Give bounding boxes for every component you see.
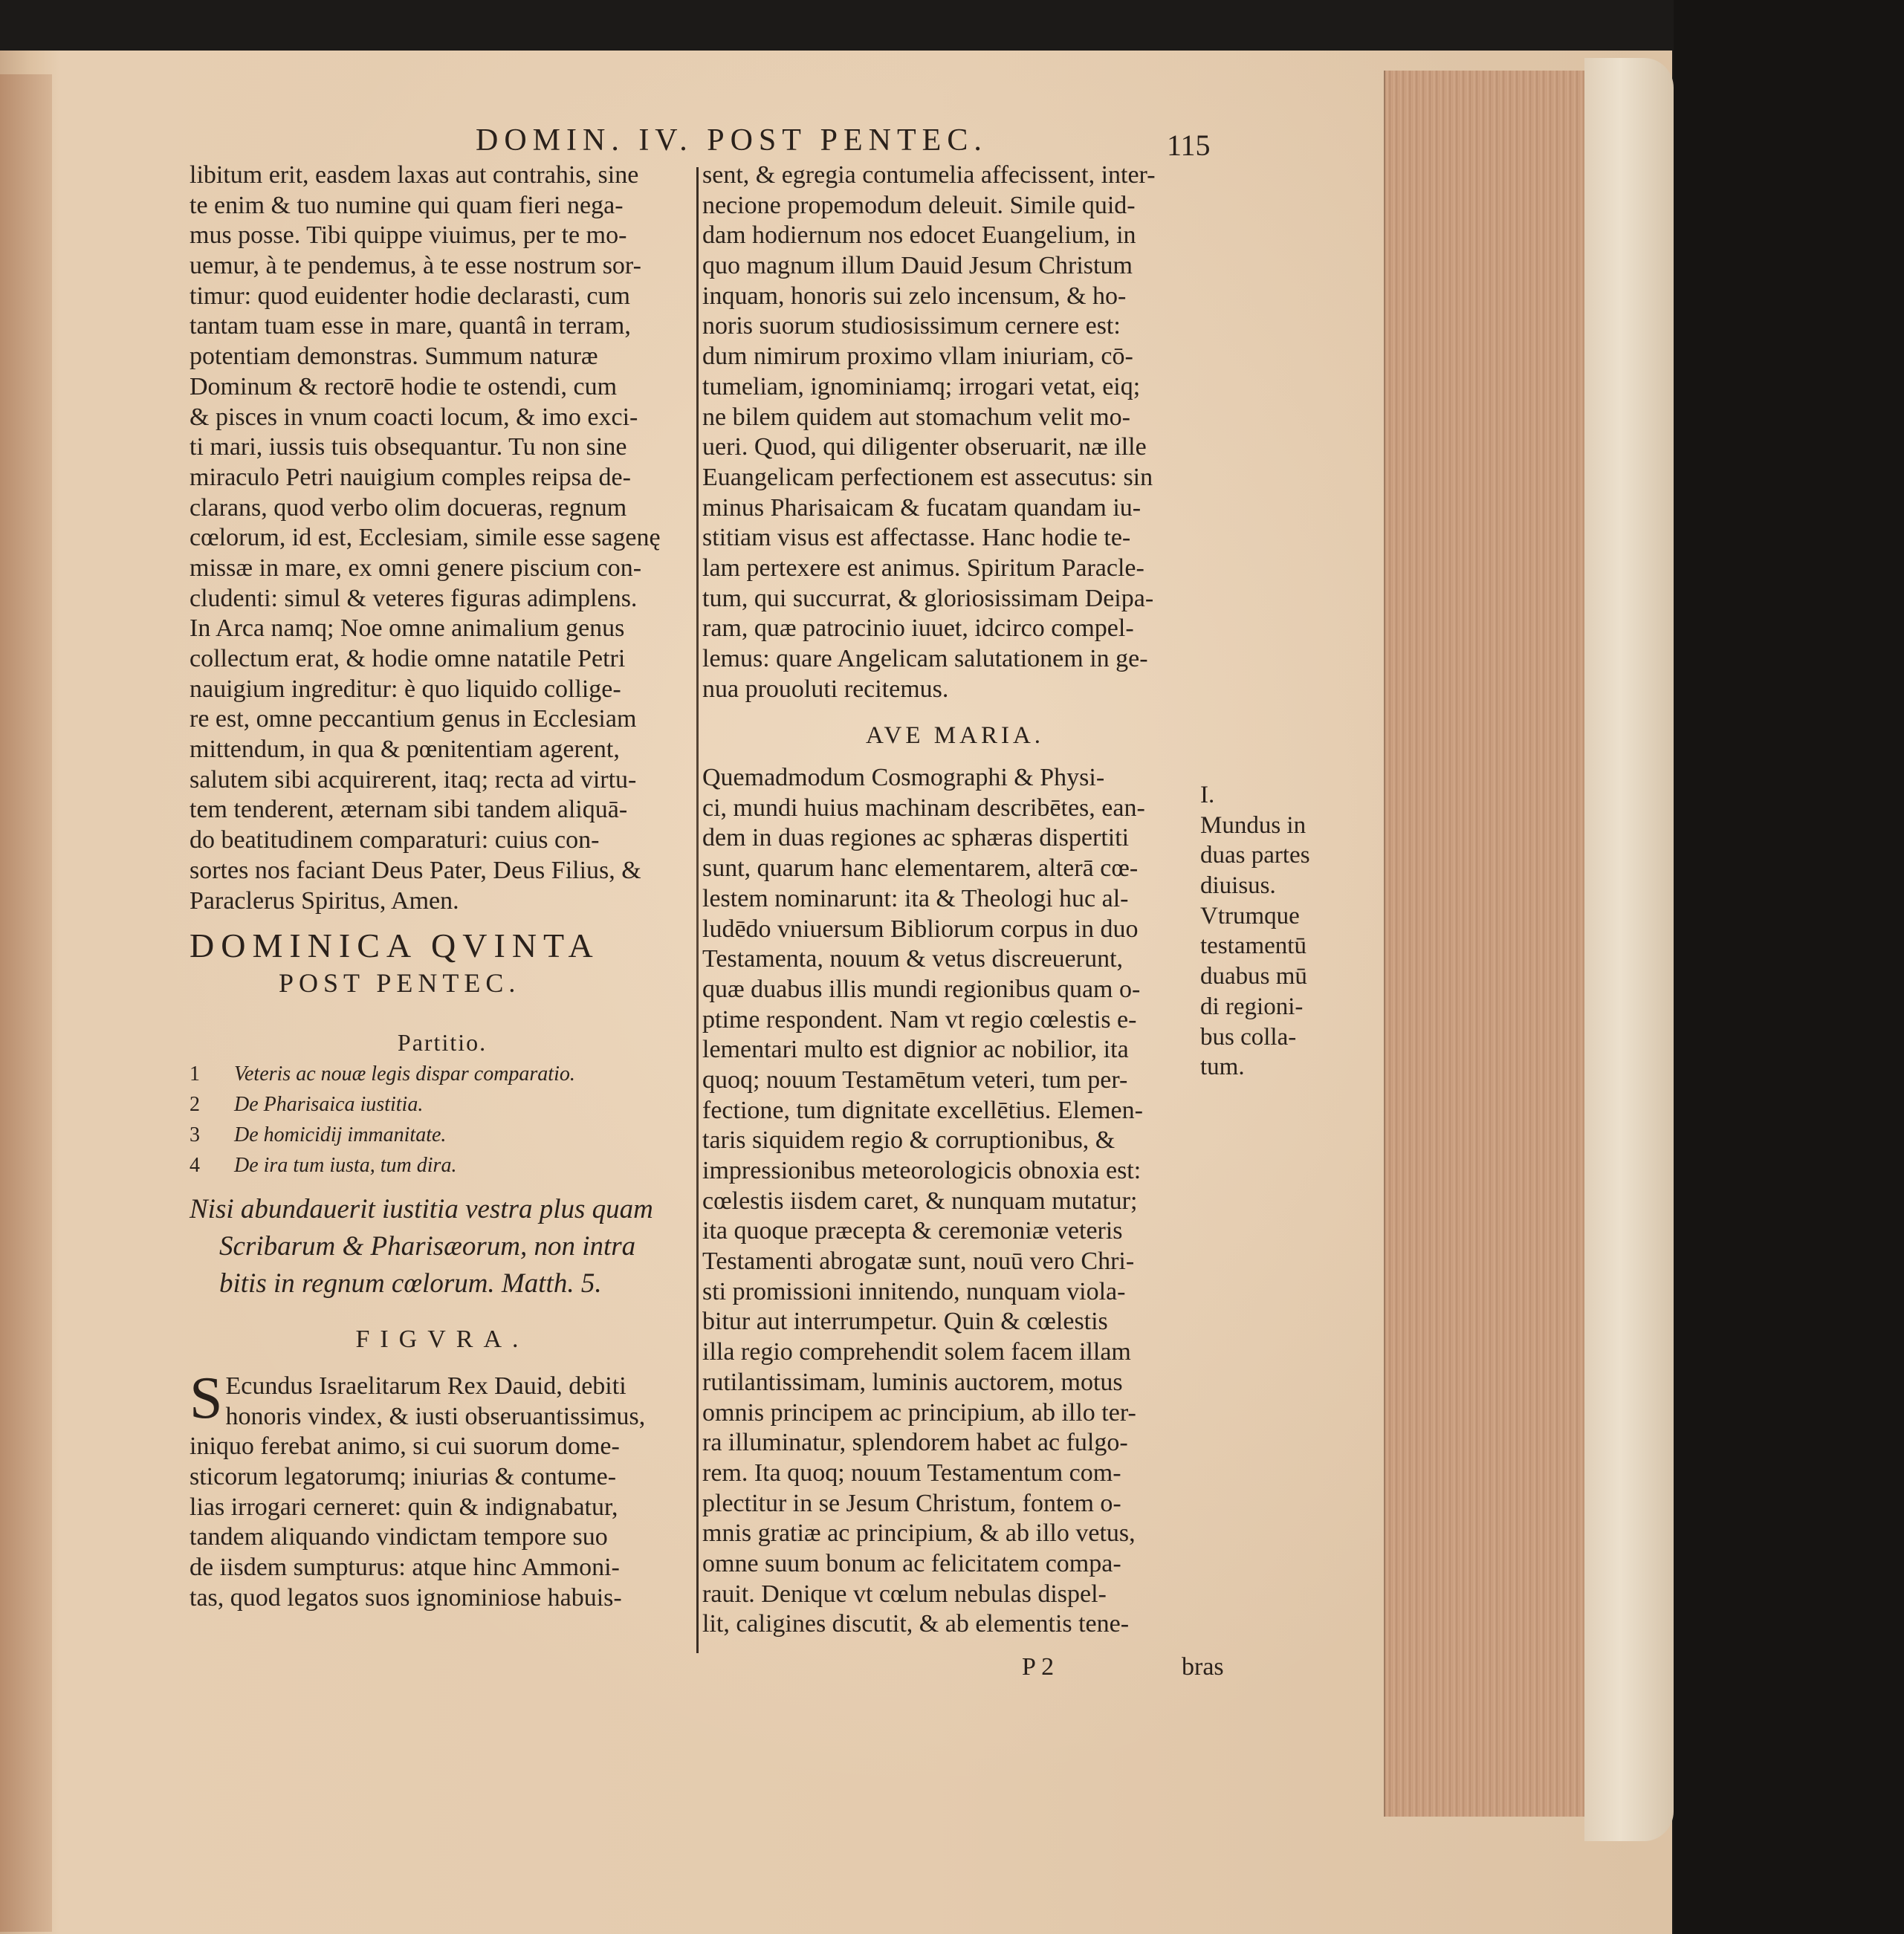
partitio-text: De Pharisaica iustitia. xyxy=(234,1093,424,1117)
text-line: Quemadmodum Cosmographi & Physi- xyxy=(702,764,1105,792)
section-subheading: POST PENTEC. xyxy=(279,968,521,999)
text-line: mus posse. Tibi quippe viuimus, per te mo- xyxy=(190,221,627,250)
figura-text xyxy=(190,1365,695,1614)
text-line: quo magnum illum Dauid Jesum Christum xyxy=(702,252,1133,280)
text-line: lias irrogari cerneret: quin & indignabatur, xyxy=(190,1493,618,1521)
partitio-item xyxy=(190,1089,695,1120)
text-line: collectum erat, & hodie omne natatile Petri xyxy=(190,645,626,672)
text-line: ptime respondent. Nam vt regio cœlestis e- xyxy=(702,1005,1137,1033)
text-line: inquam, honoris sui zelo incensum, & ho- xyxy=(702,282,1127,310)
text-line: dem in duas regiones ac sphæras dispertiti xyxy=(702,824,1130,852)
text-line: bitur aut interrumpetur. Quin & cœlestis xyxy=(702,1308,1108,1336)
text-line: tas, quod legatos suos ignominiose habuis- xyxy=(190,1583,622,1612)
text-line: libitum erit, easdem laxas aut contrahis, sine xyxy=(190,161,639,189)
marginal-note-line: duas partes xyxy=(1200,842,1310,869)
text-line: ti mari, iussis tuis obsequantur. Tu non sine xyxy=(190,433,627,461)
figura-paragraph xyxy=(190,1365,695,1614)
text-line: lementari multo est dignior ac nobilior, ita xyxy=(702,1036,1129,1064)
text-line: ueri. Quod, qui diligenter obseruarit, næ ille xyxy=(702,433,1147,461)
text-line: sti promissioni innitendo, nunquam viola- xyxy=(702,1277,1126,1305)
partitio-text: De ira tum iusta, tum dira. xyxy=(234,1154,457,1178)
background-dark xyxy=(1674,0,1904,1934)
text-line: do beatitudinem comparaturi: cuius con- xyxy=(190,826,600,854)
text-line: rutilantissimam, luminis auctorem, motus xyxy=(702,1368,1123,1396)
left-column-text xyxy=(190,160,695,916)
quote-line: Nisi abundauerit iustitia vestra plus quam xyxy=(190,1194,653,1225)
marginal-note-line: tum. xyxy=(1200,1054,1245,1081)
partitio-number: 3 xyxy=(190,1123,200,1147)
text-line: honoris vindex, & iusti obseruantissimus, xyxy=(225,1402,646,1430)
text-line: clarans, quod verbo olim docueras, regnum xyxy=(190,493,627,522)
text-line: mnis gratiæ ac principium, & ab illo vetus, xyxy=(702,1519,1136,1548)
partitio-text: Veteris ac nouæ legis dispar comparatio. xyxy=(234,1062,575,1086)
partitio-item xyxy=(190,1059,695,1089)
text-line: potentiam demonstras. Summum naturæ xyxy=(190,343,598,371)
marginal-note-line: bus colla- xyxy=(1200,1023,1297,1051)
quote-line: Scribarum & Pharisæorum, non intra xyxy=(219,1231,636,1262)
marginal-note-line: Vtrumque xyxy=(1200,902,1300,929)
text-line: cœlorum, id est, Ecclesiam, simile esse sagenę xyxy=(190,524,661,552)
text-line: ra illuminatur, splendorem habet ac fulgo- xyxy=(702,1429,1128,1457)
section-heading: DOMINICA QVINTA xyxy=(190,927,600,965)
text-line: dam hodiernum nos edocet Euangelium, in xyxy=(702,221,1136,250)
text-line: stitiam visus est affectasse. Hanc hodie te- xyxy=(702,524,1131,552)
signature-mark: P 2 xyxy=(1022,1653,1055,1681)
cosmographi-paragraph xyxy=(702,763,1208,1640)
marginal-note-line: Mundus in xyxy=(1200,811,1306,839)
text-line: ludēdo vniuersum Bibliorum corpus in duo xyxy=(702,915,1139,943)
column-rule xyxy=(696,167,699,1653)
partitio-number: 2 xyxy=(190,1093,200,1117)
text-line: necione propemodum deleuit. Simile quid- xyxy=(702,191,1136,219)
marginal-note-line: I. xyxy=(1200,782,1215,808)
marginal-note xyxy=(1200,780,1310,1083)
partitio-number: 4 xyxy=(190,1154,200,1178)
catchword: bras xyxy=(1182,1653,1224,1681)
left-column xyxy=(190,160,695,1613)
text-line: noris suorum studiosissimum cernere est: xyxy=(702,312,1121,340)
text-line: tem tenderent, æternam sibi tandem aliquā- xyxy=(190,796,628,824)
text-line: lit, caligines discutit, & ab elementis tene- xyxy=(702,1610,1130,1638)
text-line: iniquo ferebat animo, si cui suorum dome- xyxy=(190,1432,620,1461)
partitio-item xyxy=(190,1150,695,1181)
text-line: mittendum, in qua & pœnitentiam agerent, xyxy=(190,736,620,764)
text-line: Dominum & rectorē hodie te ostendi, cum xyxy=(190,372,618,400)
text-line: quæ duabus illis mundi regionibus quam o- xyxy=(702,975,1141,1003)
text-line: Testamenti abrogatæ sunt, nouū vero Chri- xyxy=(702,1247,1135,1276)
text-line: ne bilem quidem aut stomachum velit mo- xyxy=(702,403,1130,431)
marginal-note-line: testamentū xyxy=(1200,932,1306,960)
text-line: Paraclerus Spiritus, Amen. xyxy=(190,886,459,915)
text-line: lestem nominarunt: ita & Theologi huc al- xyxy=(702,884,1129,912)
text-line: dum nimirum proximo vllam iniuriam, cō- xyxy=(702,343,1133,371)
marginal-note-line: diuisus. xyxy=(1200,872,1276,900)
text-line: tantam tuam esse in mare, quantâ in terram, xyxy=(190,312,631,340)
marginal-note-text xyxy=(1200,780,1310,1083)
text-line: omnis principem ac principium, ab illo ter- xyxy=(702,1398,1136,1427)
page-fore-edge xyxy=(1384,71,1586,1817)
text-line: uemur, à te pendemus, à te esse nostrum sor- xyxy=(190,252,641,280)
text-line: ita quoque præcepta & ceremoniæ veteris xyxy=(702,1217,1123,1245)
text-line: & pisces in vnum coacti locum, & imo exci- xyxy=(190,403,638,431)
text-line: lam pertexere est animus. Spiritum Paracle- xyxy=(702,554,1144,582)
scripture-quote xyxy=(190,1191,695,1302)
text-line: illa regio comprehendit solem facem illam xyxy=(702,1338,1131,1366)
folio-number: 115 xyxy=(1167,129,1211,162)
text-line: timur: quod euidenter hodie declarasti, cum xyxy=(190,282,630,310)
text-line: lemus: quare Angelicam salutationem in ge- xyxy=(702,645,1148,672)
text-line: te enim & tuo numine qui quam fieri nega- xyxy=(190,191,624,219)
text-line: Testamenta, nouum & vetus discreuerunt, xyxy=(702,945,1124,973)
text-line: tumeliam, ignominiamq; irrogari vetat, eiq; xyxy=(702,372,1141,400)
text-line: sticorum legatorumq; iniurias & contume- xyxy=(190,1462,617,1490)
drop-cap: S xyxy=(190,1365,223,1431)
text-line: de iisdem sumpturus: atque hinc Ammoni- xyxy=(190,1554,620,1582)
text-line: re est, omne peccantium genus in Ecclesiam xyxy=(190,705,637,733)
text-line: sunt, quarum hanc elementarem, alterā cœ- xyxy=(702,854,1139,883)
quote-line: bitis in regnum cœlorum. Matth. 5. xyxy=(219,1268,602,1299)
text-line: nauigium ingreditur: è quo liquido collige- xyxy=(190,675,621,703)
text-line: sortes nos faciant Deus Pater, Deus Filius, & xyxy=(190,856,641,884)
text-line: sent, & egregia contumelia affecissent, inter- xyxy=(702,161,1156,189)
partitio-list xyxy=(190,1059,695,1181)
text-line: Euangelicam perfectionem est assecutus: sin xyxy=(702,463,1153,491)
marginal-note-line: di regioni- xyxy=(1200,993,1304,1020)
right-column-text xyxy=(702,160,1208,704)
text-line: rauit. Denique vt cœlum nebulas dispel- xyxy=(702,1580,1107,1608)
partitio-heading: Partitio. xyxy=(397,1029,488,1057)
text-line: tandem aliquando vindictam tempore suo xyxy=(190,1523,608,1551)
right-column xyxy=(702,160,1208,1640)
partitio-item xyxy=(190,1120,695,1150)
left-page-gutter xyxy=(0,74,52,1932)
text-line: quoq; nouum Testamētum veteri, tum per- xyxy=(702,1065,1128,1094)
text-line: fectione, tum dignitate excellētius. Elemen- xyxy=(702,1096,1143,1124)
text-line: ci, mundi huius machinam describētes, ean- xyxy=(702,794,1145,822)
text-line: salutem sibi acquirerent, itaq; recta ad virtu- xyxy=(190,765,637,794)
text-line: nua prouoluti recitemus. xyxy=(702,675,949,703)
text-line: impressionibus meteorologicis obnoxia est: xyxy=(702,1157,1142,1185)
text-line: In Arca namq; Noe omne animalium genus xyxy=(190,614,625,643)
partitio-number: 1 xyxy=(190,1062,200,1086)
vellum-cover-edge xyxy=(1584,58,1674,1841)
text-line: missæ in mare, ex omni genere piscium con- xyxy=(190,554,642,582)
text-line: plectitur in se Jesum Christum, fontem o- xyxy=(702,1489,1121,1517)
text-line: Ecundus Israelitarum Rex Dauid, debiti xyxy=(225,1372,626,1400)
text-line: omne suum bonum ac felicitatem compa- xyxy=(702,1549,1121,1577)
text-line: cœlestis iisdem caret, & nunquam mutatur; xyxy=(702,1187,1138,1215)
marginal-note-line: duabus mū xyxy=(1200,963,1307,990)
text-line: rem. Ita quoq; nouum Testamentum com- xyxy=(702,1458,1121,1487)
text-line: cludenti: simul & veteres figuras adimplens. xyxy=(190,584,638,612)
ave-maria-heading: AVE MARIA. xyxy=(865,722,1045,750)
text-line: taris siquidem regio & corruptionibus, & xyxy=(702,1126,1115,1155)
partitio-text: De homicidij immanitate. xyxy=(234,1123,447,1147)
text-line: minus Pharisaicam & fucatam quandam iu- xyxy=(702,493,1142,522)
text-line: miraculo Petri nauigium comples reipsa de- xyxy=(190,463,631,491)
running-head: DOMIN. IV. POST PENTEC. xyxy=(476,123,988,158)
text-line: ram, quæ patrocinio iuuet, idcirco compel- xyxy=(702,614,1134,643)
figura-heading: FIGVRA. xyxy=(355,1325,529,1354)
text-line: tum, qui succurrat, & gloriosissimam Deipa- xyxy=(702,584,1154,612)
